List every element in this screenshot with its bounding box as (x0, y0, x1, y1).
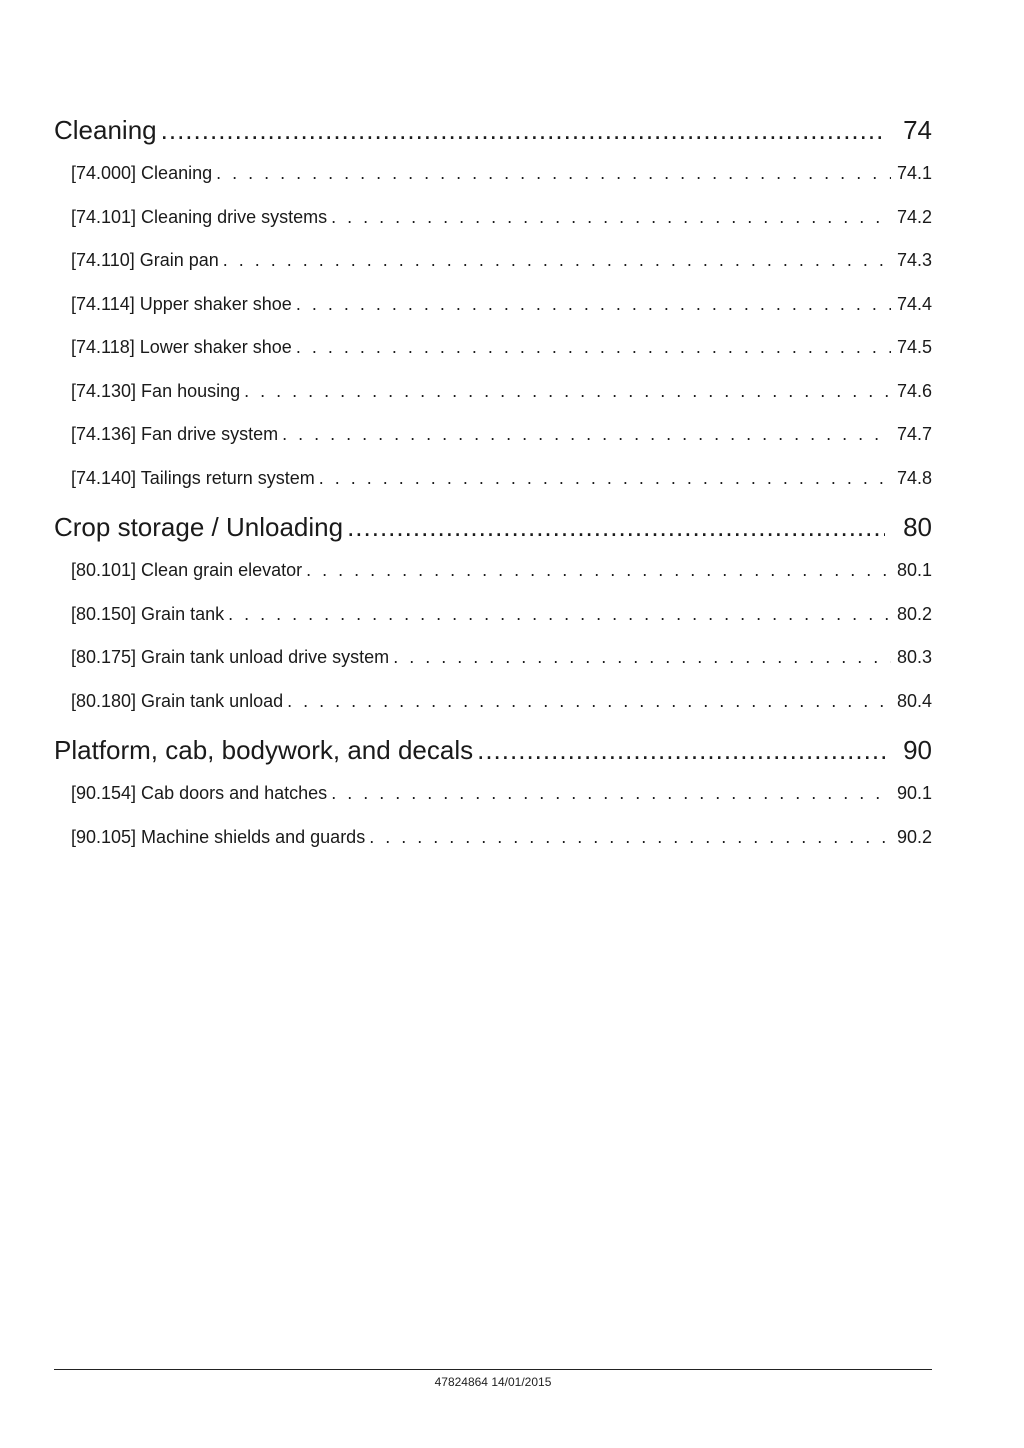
toc-section-heading[interactable] (54, 728, 932, 772)
dot-leader (331, 196, 891, 240)
dot-leader (228, 593, 891, 637)
toc-entry[interactable] (54, 196, 932, 240)
entry-title: [74.114] Upper shaker shoe (71, 293, 292, 314)
toc-section-heading[interactable] (54, 108, 932, 152)
toc-entry[interactable] (54, 457, 932, 501)
entry-title: [90.105] Machine shields and guards (71, 826, 366, 847)
section-title: Cleaning (54, 115, 157, 145)
dot-leader (161, 108, 885, 152)
dot-leader (319, 457, 891, 501)
entry-title: [74.130] Fan housing (71, 380, 241, 401)
entry-page-number: 74.4 (896, 293, 932, 314)
table-of-contents (54, 108, 932, 859)
entry-page-number: 74.3 (896, 250, 932, 270)
entry-title: [80.150] Grain tank (71, 603, 225, 624)
dot-leader (331, 772, 891, 816)
entry-title: [74.101] Cleaning drive systems (71, 206, 328, 227)
entry-page-number: 74.5 (896, 337, 932, 357)
section-page-number: 90 (903, 735, 932, 765)
toc-entry[interactable] (54, 772, 932, 816)
entry-page-number: 90.1 (896, 783, 932, 803)
entry-page-number: 80.4 (896, 690, 932, 711)
entry-title: [74.140] Tailings return system (71, 467, 315, 488)
toc-entry[interactable] (54, 593, 932, 637)
entry-title: [74.110] Grain pan (71, 250, 219, 270)
dot-leader (296, 326, 891, 370)
dot-leader (306, 549, 891, 593)
section-page-number: 80 (903, 512, 932, 542)
dot-leader (296, 283, 891, 327)
entry-page-number: 74.8 (896, 467, 932, 488)
dot-leader (287, 680, 891, 724)
section-title: Platform, cab, bodywork, and decals (54, 735, 474, 765)
entry-title: [80.175] Grain tank unload drive system (71, 647, 390, 667)
toc-entry[interactable] (54, 283, 932, 327)
dot-leader (244, 370, 891, 414)
dot-leader (223, 239, 891, 283)
footer-divider (54, 1369, 932, 1370)
toc-entry[interactable] (54, 636, 932, 680)
section-page-number: 74 (903, 115, 932, 145)
footer-document-id: 47824864 14/01/2015 (434, 1375, 552, 1389)
entry-page-number: 90.2 (896, 826, 932, 847)
toc-entry[interactable] (54, 549, 932, 593)
entry-page-number: 80.1 (896, 560, 932, 580)
toc-entry[interactable] (54, 816, 932, 860)
dot-leader (347, 505, 885, 549)
entry-title: [90.154] Cab doors and hatches (71, 783, 328, 803)
toc-section-heading[interactable] (54, 505, 932, 549)
entry-title: [74.136] Fan drive system (71, 424, 279, 444)
entry-page-number: 80.2 (896, 603, 932, 624)
entry-page-number: 74.2 (896, 206, 932, 227)
entry-page-number: 74.1 (896, 163, 932, 183)
toc-entry[interactable] (54, 370, 932, 414)
toc-entry[interactable] (54, 152, 932, 196)
dot-leader (393, 636, 891, 680)
toc-entry[interactable] (54, 413, 932, 457)
entry-title: [74.000] Cleaning (71, 163, 213, 183)
dot-leader (216, 152, 891, 196)
entry-page-number: 74.6 (896, 380, 932, 401)
entry-title: [74.118] Lower shaker shoe (71, 337, 292, 357)
entry-title: [80.180] Grain tank unload (71, 690, 284, 711)
dot-leader (477, 728, 885, 772)
entry-title: [80.101] Clean grain elevator (71, 560, 303, 580)
dot-leader (369, 816, 891, 860)
dot-leader (282, 413, 891, 457)
entry-page-number: 80.3 (896, 647, 932, 667)
toc-entry[interactable] (54, 326, 932, 370)
section-title: Crop storage / Unloading (54, 512, 344, 542)
entry-page-number: 74.7 (896, 424, 932, 444)
toc-entry[interactable] (54, 680, 932, 724)
toc-entry[interactable] (54, 239, 932, 283)
